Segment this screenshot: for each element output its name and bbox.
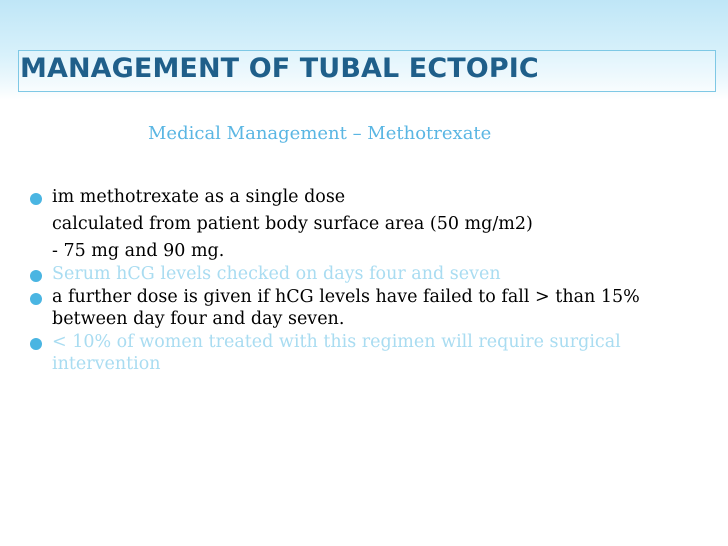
bullet-text: a further dose is given if hCG levels have failed to fall > than 15% between day four and day seven.	[52, 287, 640, 329]
bullet-dot-icon	[30, 293, 42, 305]
bullet-text	[52, 186, 700, 262]
bullet-dot-icon	[30, 193, 42, 205]
bullet-line: Serum hCG levels checked on days four and seven	[52, 264, 501, 284]
bullet-dot-icon	[30, 270, 42, 282]
bullet-dot-icon	[30, 338, 42, 350]
bullet-list	[30, 186, 700, 376]
bullet-text: < 10% of women treated with this regimen will require surgical intervention	[52, 332, 621, 374]
bullet-item	[30, 263, 700, 285]
bullet-line: im methotrexate as a single dose	[52, 187, 346, 207]
slide-subtitle: Medical Management – Methotrexate	[148, 123, 492, 144]
bullet-item	[30, 331, 700, 375]
bullet-line: calculated from patient body surface area (50 mg/m2)	[52, 214, 533, 234]
bullet-line: - 75 mg and 90 mg.	[52, 241, 225, 261]
bullet-item	[30, 186, 700, 262]
bullet-text	[52, 263, 700, 285]
slide-title: MANAGEMENT OF TUBAL ECTOPIC	[20, 53, 539, 84]
bullet-item	[30, 286, 700, 330]
